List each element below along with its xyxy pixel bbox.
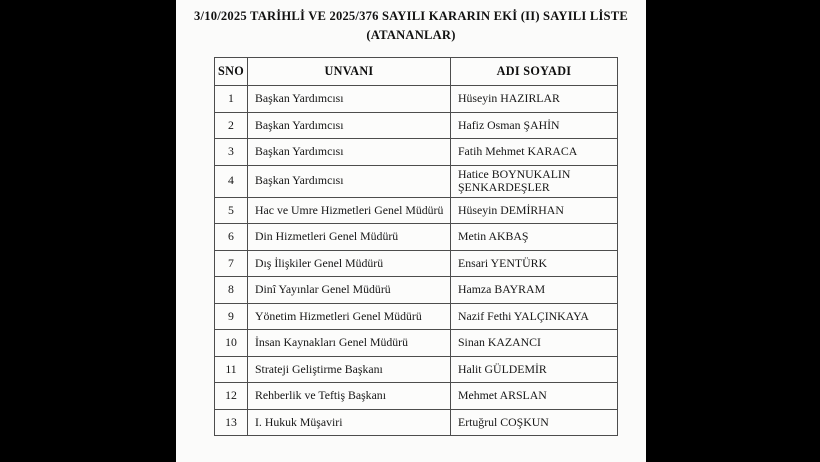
cell-sno: 1 — [215, 86, 248, 113]
table-body — [215, 86, 618, 436]
cell-unvani: Hac ve Umre Hizmetleri Genel Müdürü — [248, 197, 451, 224]
cell-adi-soyadi: Hamza BAYRAM — [451, 277, 618, 304]
cell-sno: 8 — [215, 277, 248, 304]
table-row — [215, 277, 618, 304]
cell-adi-soyadi: Nazif Fethi YALÇINKAYA — [451, 303, 618, 330]
cell-adi-soyadi: Mehmet ARSLAN — [451, 383, 618, 410]
cell-adi-soyadi: Fatih Mehmet KARACA — [451, 139, 618, 166]
cell-adi-soyadi: Halit GÜLDEMİR — [451, 356, 618, 383]
cell-unvani: İnsan Kaynakları Genel Müdürü — [248, 330, 451, 357]
cell-sno: 6 — [215, 224, 248, 251]
table-row — [215, 224, 618, 251]
cell-adi-soyadi: Hafiz Osman ŞAHİN — [451, 112, 618, 139]
letterbox-right — [646, 0, 820, 462]
table-row — [215, 356, 618, 383]
table-row — [215, 250, 618, 277]
cell-adi-soyadi: Sinan KAZANCI — [451, 330, 618, 357]
cell-unvani: Başkan Yardımcısı — [248, 86, 451, 113]
cell-sno: 7 — [215, 250, 248, 277]
header-sno: SNO — [215, 58, 248, 86]
table-row — [215, 330, 618, 357]
cell-unvani: Strateji Geliştirme Başkanı — [248, 356, 451, 383]
cell-adi-soyadi: Hatice BOYNUKALIN ŞENKARDEŞLER — [451, 165, 618, 197]
table-row — [215, 383, 618, 410]
cell-unvani: Rehberlik ve Teftiş Başkanı — [248, 383, 451, 410]
cell-unvani: Dış İlişkiler Genel Müdürü — [248, 250, 451, 277]
table-header — [215, 58, 618, 86]
cell-unvani: Başkan Yardımcısı — [248, 112, 451, 139]
cell-sno: 4 — [215, 165, 248, 197]
header-adi-soyadi: ADI SOYADI — [451, 58, 618, 86]
table-row — [215, 112, 618, 139]
table-header-row — [215, 58, 618, 86]
letterbox-left — [0, 0, 176, 462]
cell-unvani: Din Hizmetleri Genel Müdürü — [248, 224, 451, 251]
cell-unvani: Dinî Yayınlar Genel Müdürü — [248, 277, 451, 304]
document-title — [176, 7, 646, 45]
cell-sno: 12 — [215, 383, 248, 410]
table-row — [215, 197, 618, 224]
cell-unvani: Başkan Yardımcısı — [248, 165, 451, 197]
cell-unvani: Yönetim Hizmetleri Genel Müdürü — [248, 303, 451, 330]
cell-adi-soyadi: Hüseyin HAZIRLAR — [451, 86, 618, 113]
cell-adi-soyadi: Ertuğrul COŞKUN — [451, 409, 618, 436]
table-row — [215, 139, 618, 166]
document-title-line1: 3/10/2025 TARİHLİ VE 2025/376 SAYILI KARARIN EKİ (II) SAYILI LİSTE — [194, 9, 628, 23]
appointments-table — [214, 57, 618, 436]
cell-sno: 9 — [215, 303, 248, 330]
cell-sno: 11 — [215, 356, 248, 383]
document-title-line2: (ATANANLAR) — [366, 28, 456, 42]
cell-sno: 3 — [215, 139, 248, 166]
cell-unvani: I. Hukuk Müşaviri — [248, 409, 451, 436]
table-row — [215, 165, 618, 197]
cell-adi-soyadi: Ensari YENTÜRK — [451, 250, 618, 277]
cell-adi-soyadi: Hüseyin DEMİRHAN — [451, 197, 618, 224]
table-row — [215, 409, 618, 436]
table-row — [215, 303, 618, 330]
cell-sno: 10 — [215, 330, 248, 357]
cell-sno: 2 — [215, 112, 248, 139]
cell-unvani: Başkan Yardımcısı — [248, 139, 451, 166]
cell-adi-soyadi: Metin AKBAŞ — [451, 224, 618, 251]
header-unvani: UNVANI — [248, 58, 451, 86]
table-row — [215, 86, 618, 113]
cell-sno: 5 — [215, 197, 248, 224]
document-page — [176, 0, 646, 462]
cell-sno: 13 — [215, 409, 248, 436]
